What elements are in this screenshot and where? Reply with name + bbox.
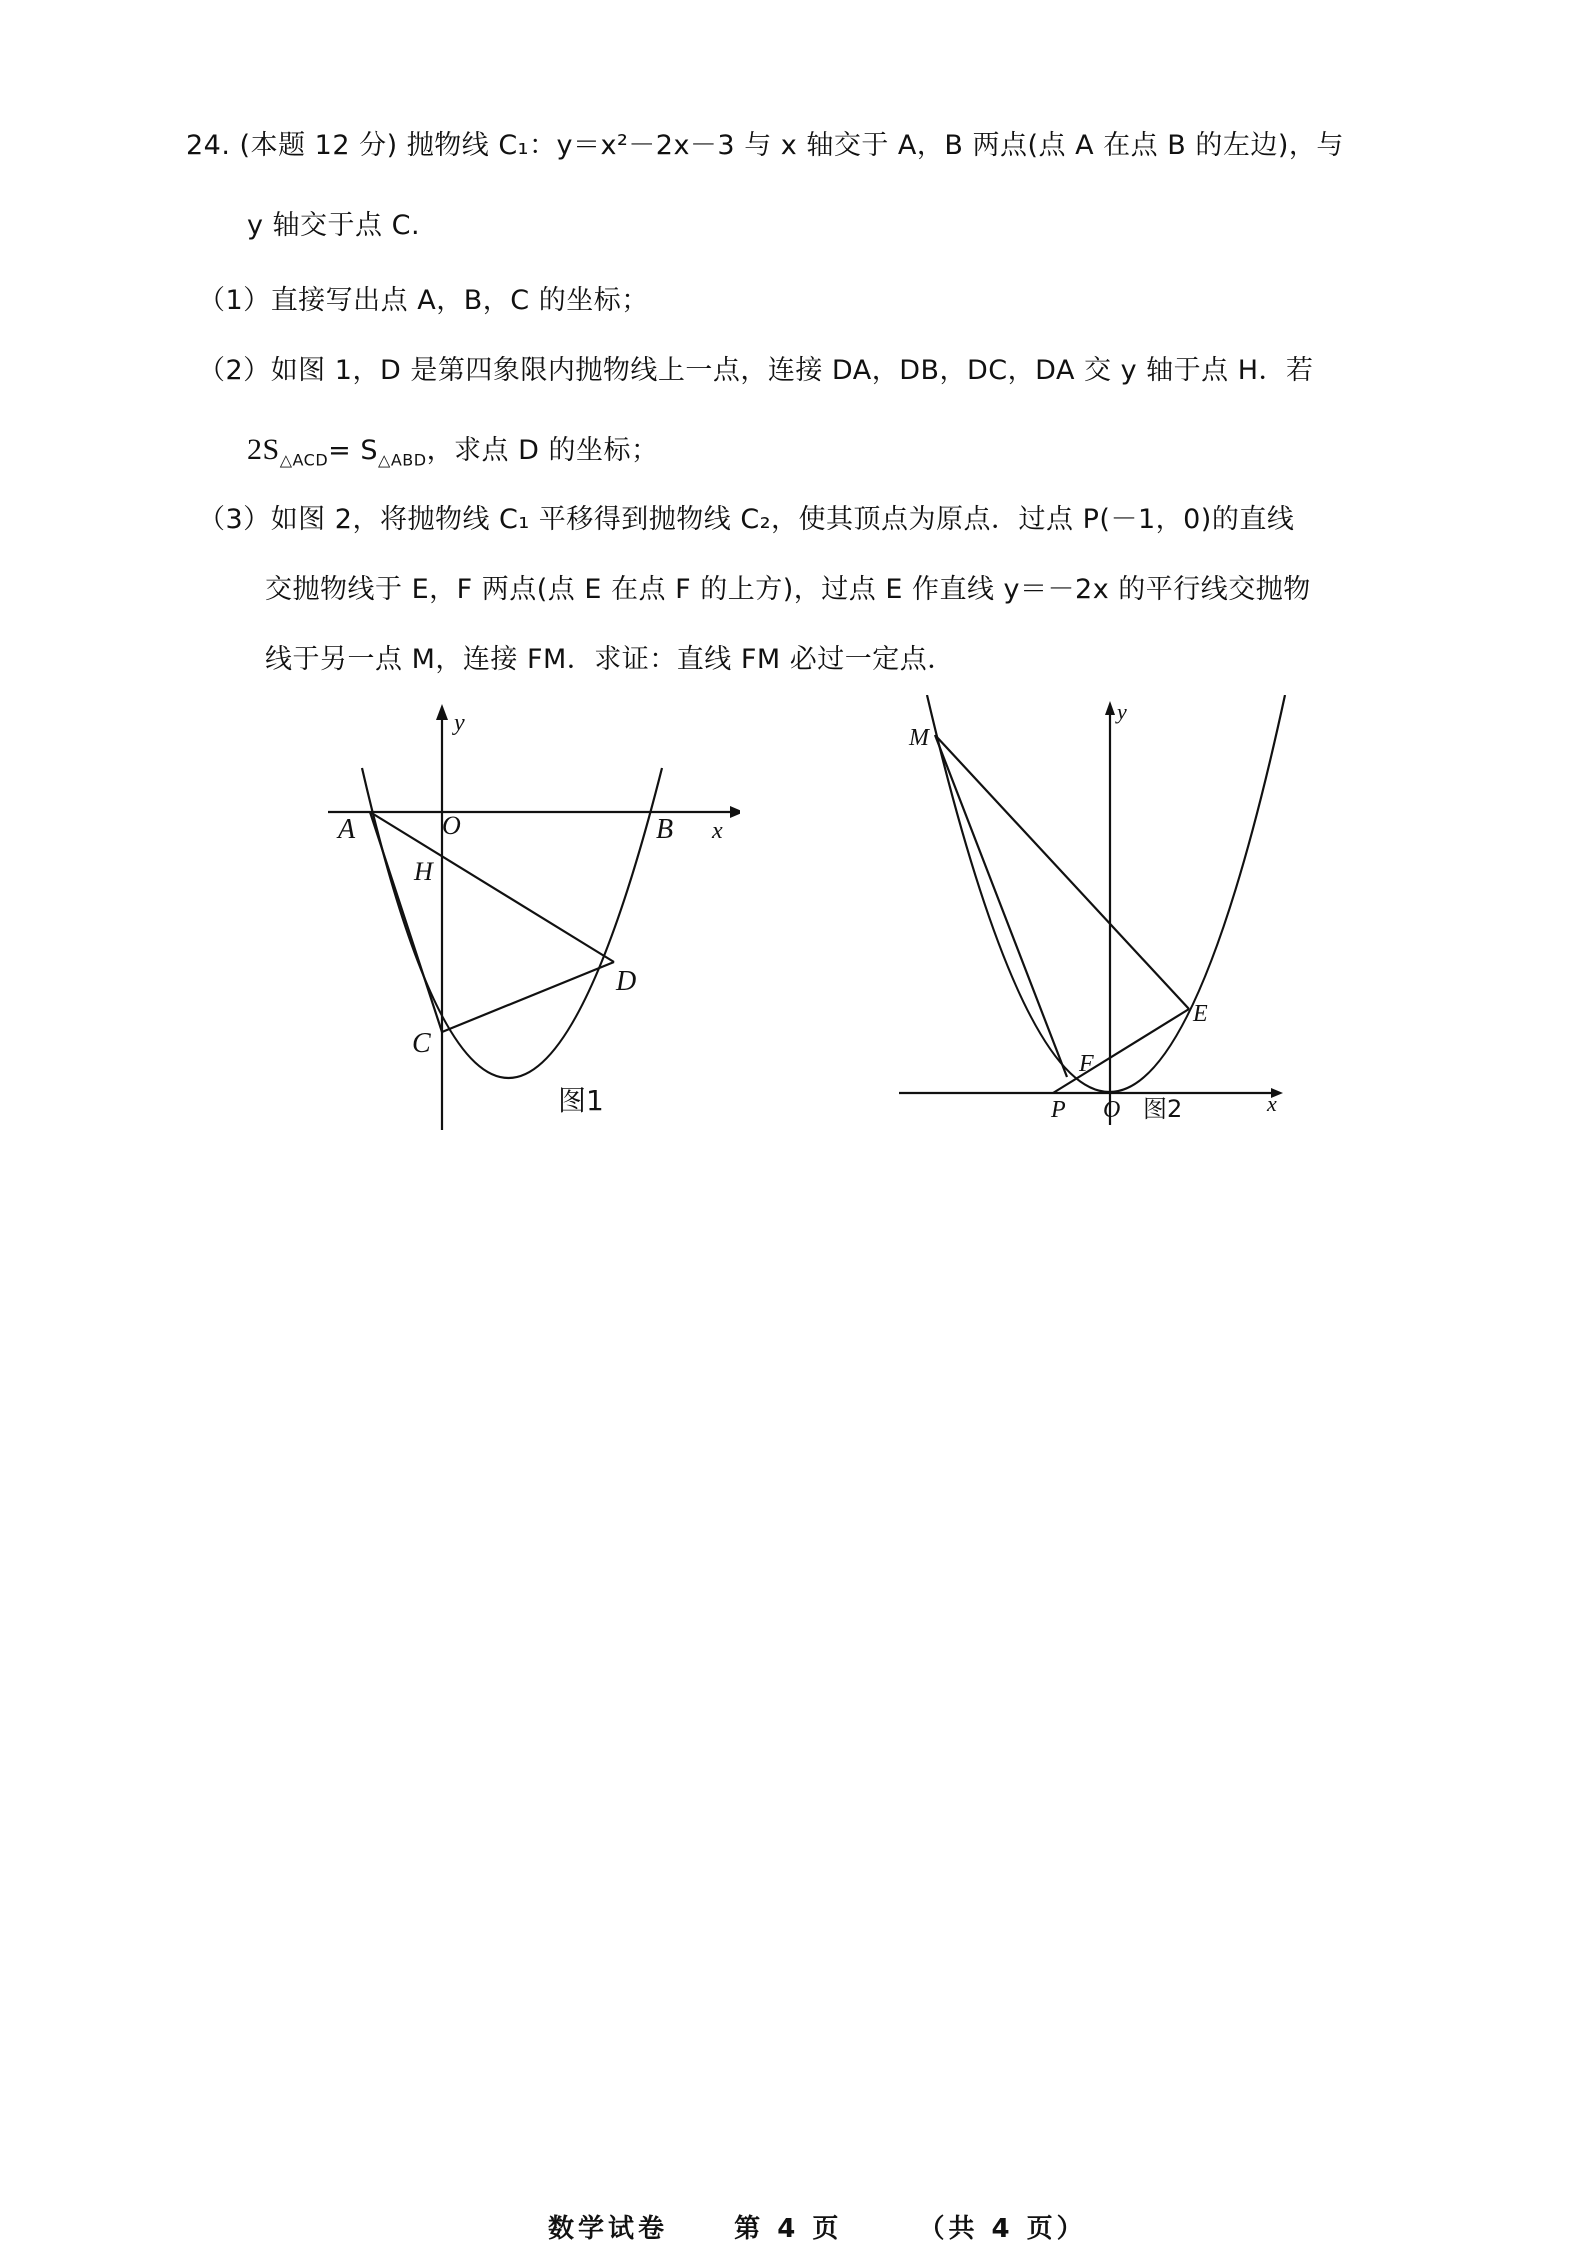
eq-coef: 2S — [247, 433, 280, 466]
fig2-line-MF — [935, 735, 1067, 1077]
fig1-line-AC — [370, 812, 442, 1032]
fig2-label-x: x — [1267, 1091, 1277, 1116]
footer-subject: 数学试卷 — [548, 2214, 669, 2244]
part-3-text-1: 如图 2，将抛物线 C₁ 平移得到抛物线 C₂，使其顶点为原点．过点 P(－1，0)的直线 — [270, 504, 1295, 535]
fig2-label-y: y — [1117, 699, 1127, 724]
fig1-label-y: y — [454, 710, 465, 736]
fig1-y-arrow — [436, 704, 448, 720]
question-stem-line-2: y 轴交于点 C. — [247, 210, 421, 241]
part-1-label: （1） — [198, 285, 271, 316]
part-3-line-3: 线于另一点 M，连接 FM．求证：直线 FM 必过一定点． — [265, 644, 955, 675]
part-2-equation — [247, 432, 659, 478]
fig2-label-M: M — [909, 725, 929, 751]
fig2-label-O: O — [1103, 1097, 1121, 1123]
footer-total: （共 4 页） — [918, 2214, 1087, 2244]
question-points: (本题 12 分) — [239, 130, 398, 161]
part-3-label: （3） — [198, 504, 271, 535]
part-3-line-1 — [198, 502, 1294, 538]
fig1-label-A: A — [338, 814, 356, 845]
fig1-caption: 图1 — [558, 1084, 604, 1117]
eq-sub-abd: △ABD — [378, 450, 427, 470]
fig1-label-O: O — [442, 811, 461, 840]
footer-page: 第 4 页 — [734, 2214, 843, 2244]
part-2-line-1 — [198, 353, 1314, 389]
part-1 — [198, 283, 649, 319]
part-3-line-2: 交抛物线于 E，F 两点(点 E 在点 F 的上方)，过点 E 作直线 y＝－2x 的平行线交抛物 — [265, 574, 1311, 605]
fig2-caption: 图2 — [1143, 1095, 1183, 1123]
question-stem-line-1 — [186, 128, 1344, 164]
fig2-y-arrow — [1105, 701, 1115, 715]
fig2-label-P: P — [1051, 1097, 1066, 1123]
eq-sub-acd: △ACD — [279, 450, 329, 470]
fig2-label-E: E — [1193, 1001, 1208, 1027]
figure-2 — [895, 695, 1295, 1135]
fig2-line-PE — [1053, 1009, 1189, 1093]
fig1-label-D: D — [616, 966, 637, 997]
eq-mid: = S — [328, 435, 379, 466]
footer — [548, 2208, 1087, 2245]
fig2-line-ME — [935, 735, 1189, 1009]
part-1-text: 直接写出点 A，B，C 的坐标； — [270, 285, 649, 316]
fig1-label-C: C — [412, 1028, 431, 1059]
eq-tail: ，求点 D 的坐标； — [426, 435, 659, 466]
part-2-text: 如图 1，D 是第四象限内抛物线上一点，连接 DA，DB，DC，DA 交 y 轴于点 H．若 — [270, 355, 1314, 386]
fig2-label-F: F — [1079, 1051, 1094, 1077]
fig1-label-B: B — [656, 814, 674, 845]
fig1-x-arrow — [730, 806, 740, 818]
fig2-parabola — [927, 695, 1285, 1092]
fig1-line-AD — [370, 812, 614, 962]
fig1-label-x: x — [712, 818, 723, 844]
figure-1 — [320, 700, 740, 1140]
question-stem: 抛物线 C₁：y＝x²－2x－3 与 x 轴交于 A，B 两点(点 A 在点 B 的左边)，与 — [406, 130, 1344, 161]
part-2-label: （2） — [198, 355, 271, 386]
fig1-label-H: H — [414, 857, 433, 886]
question-number: 24. — [186, 130, 231, 161]
fig1-line-CD — [442, 962, 614, 1032]
